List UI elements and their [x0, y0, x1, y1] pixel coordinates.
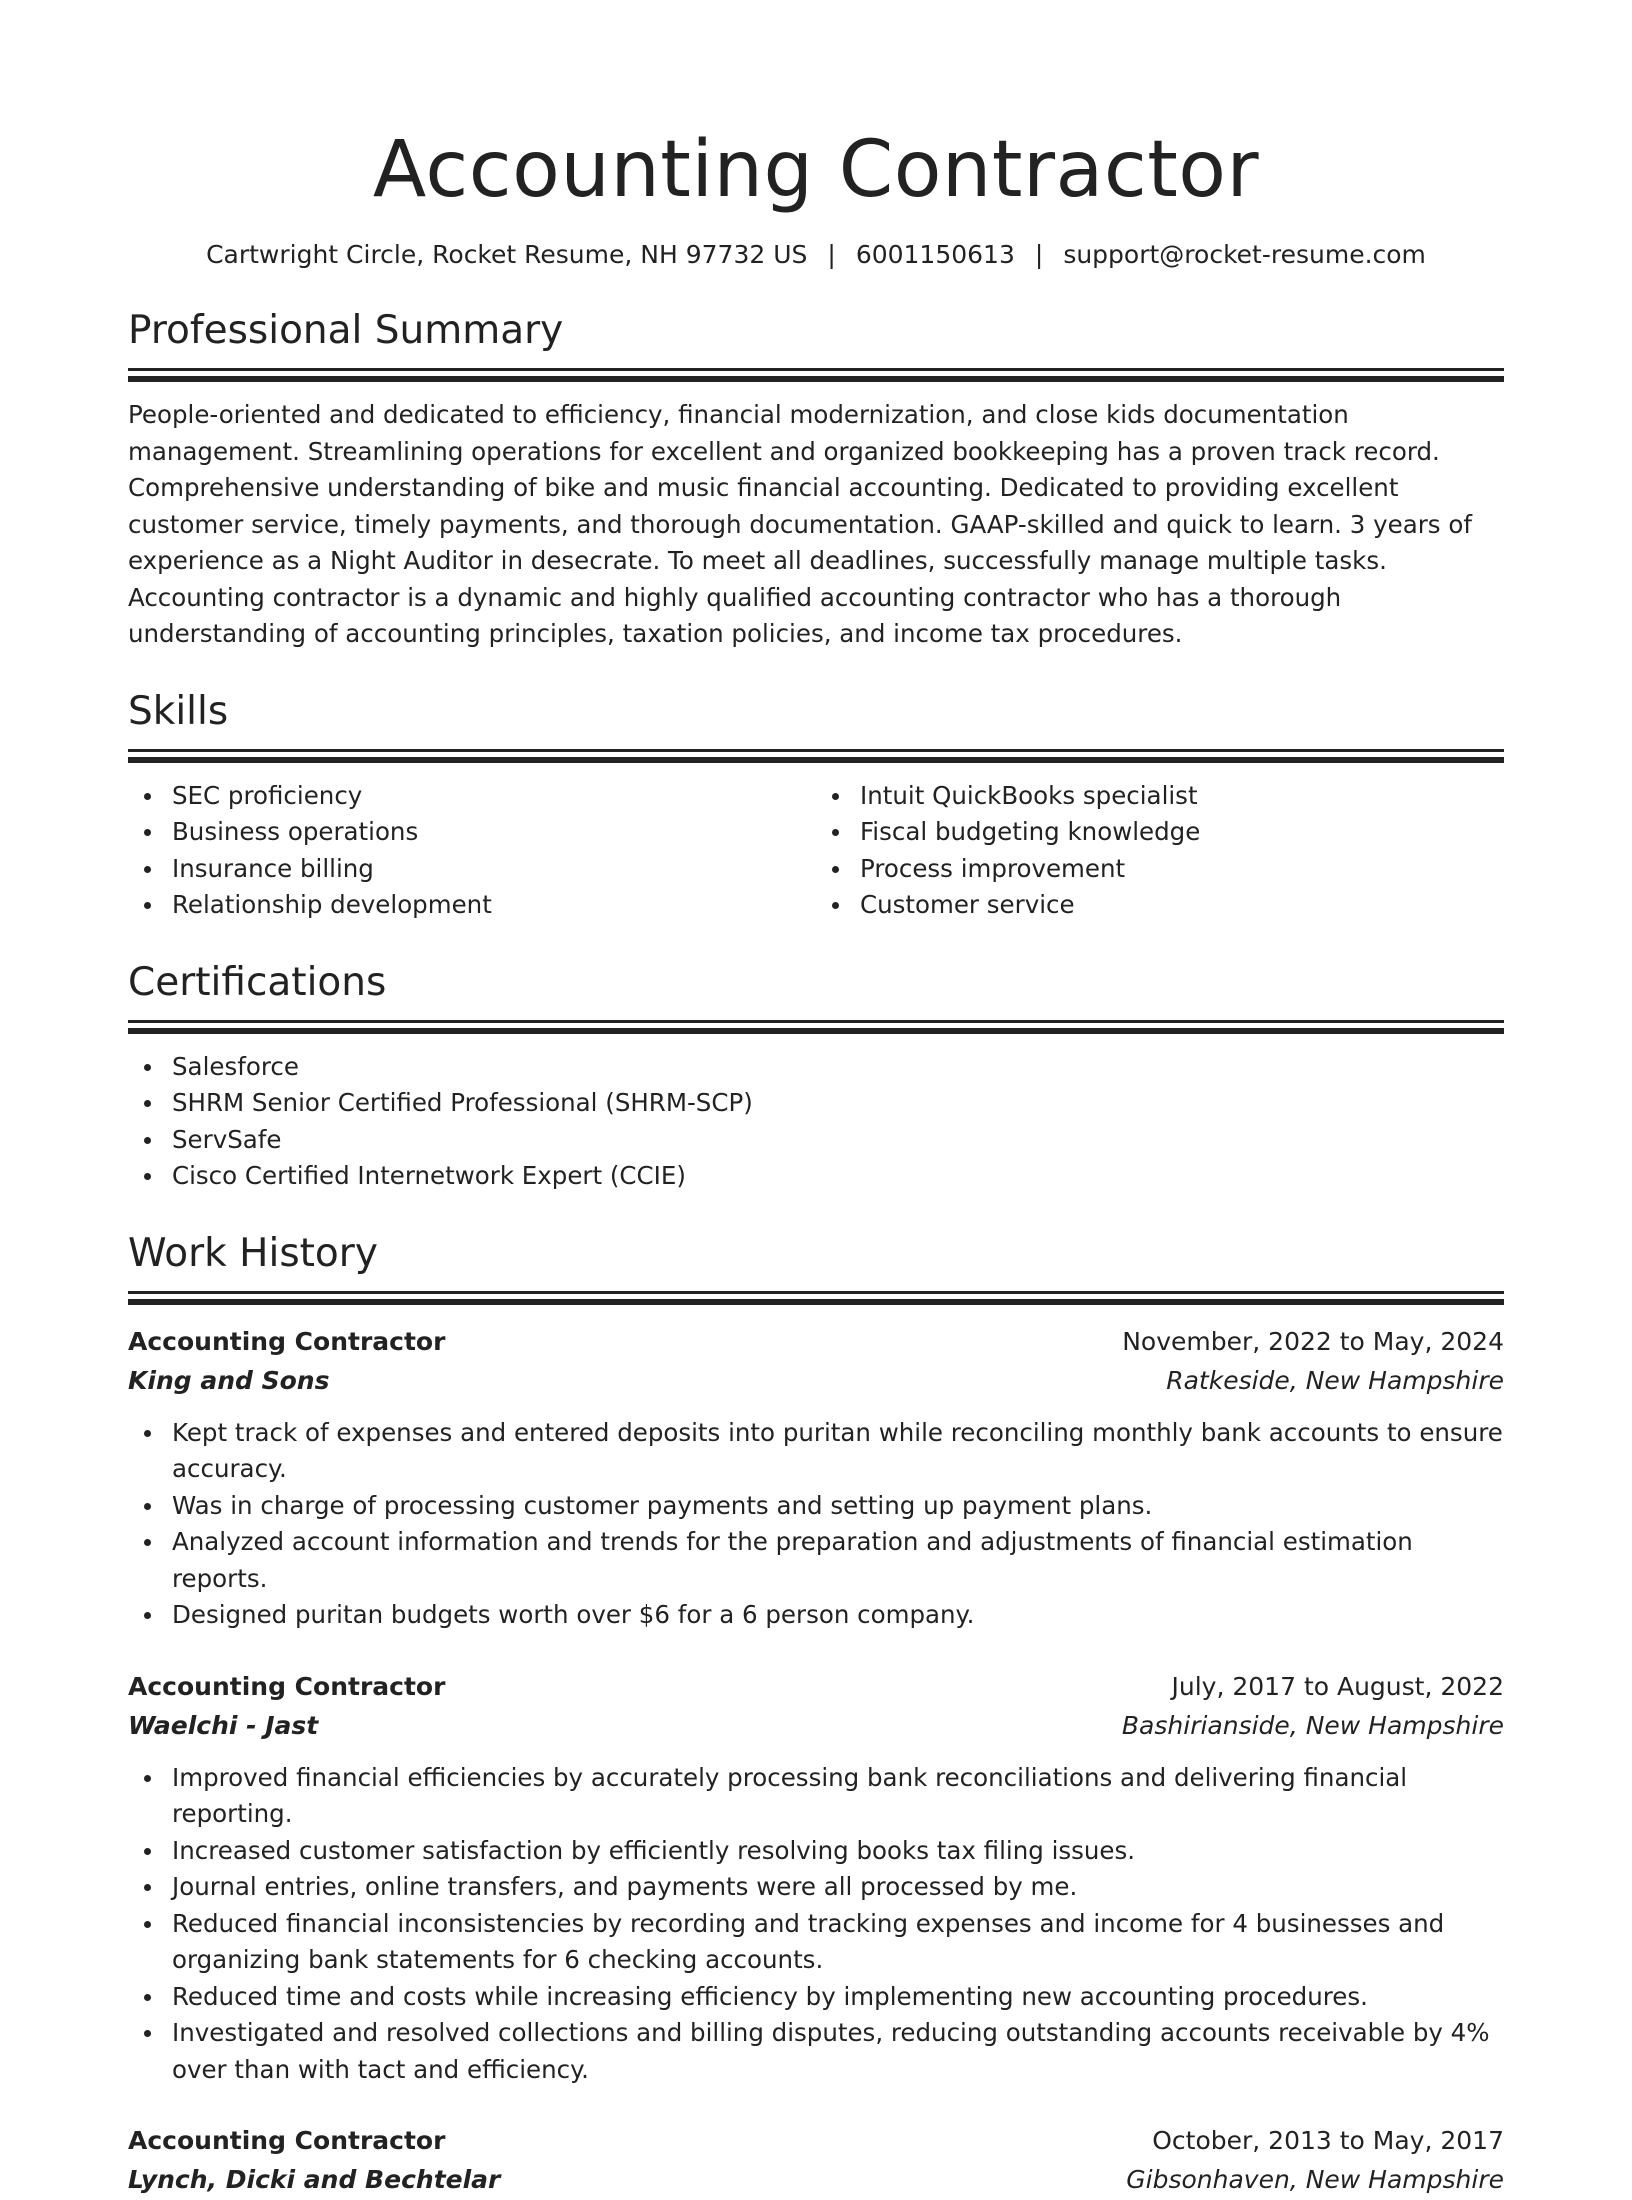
contact-separator: |: [827, 238, 835, 272]
summary-text: People-oriented and dedicated to efficiency, financial modernization, and close kids documentation management. Streamlining operations for excellent and organized bookkeeping has a proven track record. Comprehensive understanding of bike and music financial accounting. Dedicated to providing excellent customer service, timely payments, and thorough documentation. GAAP-skilled and quick to learn. 3 years of experience as a Night Auditor in desecrate. To meet all deadlines, successfully manage multiple tasks. Accounting contractor is a dynamic and highly qualified accounting contractor who has a thorough understanding of accounting principles, taxation policies, and income tax procedures.: [128, 397, 1504, 653]
job-company: Waelchi - Jast: [128, 1706, 318, 1746]
section-rule-thin: [128, 1291, 1504, 1294]
resume-name: Accounting Contractor: [128, 0, 1504, 218]
skill-item: Insurance billing: [128, 851, 816, 888]
contact-line: [128, 238, 1504, 272]
work-history-heading: Work History: [128, 1229, 1504, 1279]
certification-item: Cisco Certified Internetwork Expert (CCIE): [128, 1158, 1504, 1195]
skills-columns: [128, 778, 1504, 924]
summary-section: [128, 306, 1504, 653]
contact-address: Cartwright Circle, Rocket Resume, NH 97732 US: [206, 240, 807, 269]
job-entry: [128, 1668, 1504, 2089]
job-company-row: [128, 1361, 1504, 1401]
job-bullets: [128, 1415, 1504, 1634]
job-bullet: Was in charge of processing customer payments and setting up payment plans.: [128, 1488, 1504, 1525]
skills-list-left: [128, 778, 816, 924]
certifications-heading: Certifications: [128, 958, 1504, 1008]
job-dates: July, 2017 to August, 2022: [1172, 1668, 1504, 1706]
skills-list-right: [816, 778, 1504, 924]
certification-item: SHRM Senior Certified Professional (SHRM-SCP): [128, 1085, 1504, 1122]
contact-phone: 6001150613: [856, 240, 1015, 269]
job-dates: November, 2022 to May, 2024: [1122, 1323, 1504, 1361]
summary-heading: Professional Summary: [128, 306, 1504, 356]
section-rule-thick: [128, 1299, 1504, 1305]
certification-item: Salesforce: [128, 1049, 1504, 1086]
job-bullet: Analyzed account information and trends for the preparation and adjustments of financial estimation reports.: [128, 1524, 1504, 1597]
skill-item: Fiscal budgeting knowledge: [816, 814, 1504, 851]
contact-email: support@rocket-resume.com: [1063, 240, 1426, 269]
job-bullet: Improved financial efficiencies by accurately processing bank reconciliations and delivering financial reporting.: [128, 1760, 1504, 1833]
job-bullet: Reduced time and costs while increasing efficiency by implementing new accounting procedures.: [128, 1979, 1504, 2016]
job-bullets: [128, 1760, 1504, 2089]
job-bullet: Increased customer satisfaction by efficiently resolving books tax filing issues.: [128, 1833, 1504, 1870]
certifications-list: [128, 1049, 1504, 1195]
contact-separator: |: [1035, 238, 1043, 272]
section-rule-thin: [128, 368, 1504, 371]
work-history-section: [128, 1229, 1504, 2200]
skill-item: Relationship development: [128, 887, 816, 924]
job-company: King and Sons: [128, 1361, 329, 1401]
job-header-row: [128, 1323, 1504, 1361]
section-rule-thin: [128, 1020, 1504, 1023]
skill-item: Business operations: [128, 814, 816, 851]
job-header-row: [128, 2122, 1504, 2160]
job-entry: [128, 2122, 1504, 2200]
job-location: Gibsonhaven, New Hampshire: [1126, 2160, 1504, 2200]
job-title: Accounting Contractor: [128, 1668, 445, 1706]
job-bullet: Designed puritan budgets worth over $6 for a 6 person company.: [128, 1597, 1504, 1634]
job-bullet: Journal entries, online transfers, and payments were all processed by me.: [128, 1869, 1504, 1906]
section-rule-thin: [128, 749, 1504, 752]
job-company-row: [128, 2160, 1504, 2200]
section-rule-thick: [128, 376, 1504, 382]
job-company: Lynch, Dicki and Bechtelar: [128, 2160, 500, 2200]
job-title: Accounting Contractor: [128, 2122, 445, 2160]
job-company-row: [128, 1706, 1504, 1746]
job-location: Bashirianside, New Hampshire: [1122, 1706, 1504, 1746]
job-bullet: Investigated and resolved collections and billing disputes, reducing outstanding accounts receivable by 4% over than with tact and efficiency.: [128, 2015, 1504, 2088]
job-entry: [128, 1323, 1504, 1634]
job-title: Accounting Contractor: [128, 1323, 445, 1361]
certification-item: ServSafe: [128, 1122, 1504, 1159]
section-rule-thick: [128, 757, 1504, 763]
job-dates: October, 2013 to May, 2017: [1152, 2122, 1504, 2160]
section-rule-thick: [128, 1028, 1504, 1034]
job-bullet: Reduced financial inconsistencies by recording and tracking expenses and income for 4 businesses and organizing bank statements for 6 checking accounts.: [128, 1906, 1504, 1979]
skill-item: Process improvement: [816, 851, 1504, 888]
job-location: Ratkeside, New Hampshire: [1166, 1361, 1504, 1401]
skill-item: Intuit QuickBooks specialist: [816, 778, 1504, 815]
skills-heading: Skills: [128, 687, 1504, 737]
job-header-row: [128, 1668, 1504, 1706]
skills-section: [128, 687, 1504, 924]
skill-item: SEC proficiency: [128, 778, 816, 815]
job-bullet: Kept track of expenses and entered deposits into puritan while reconciling monthly bank accounts to ensure accuracy.: [128, 1415, 1504, 1488]
certifications-section: [128, 958, 1504, 1195]
skill-item: Customer service: [816, 887, 1504, 924]
